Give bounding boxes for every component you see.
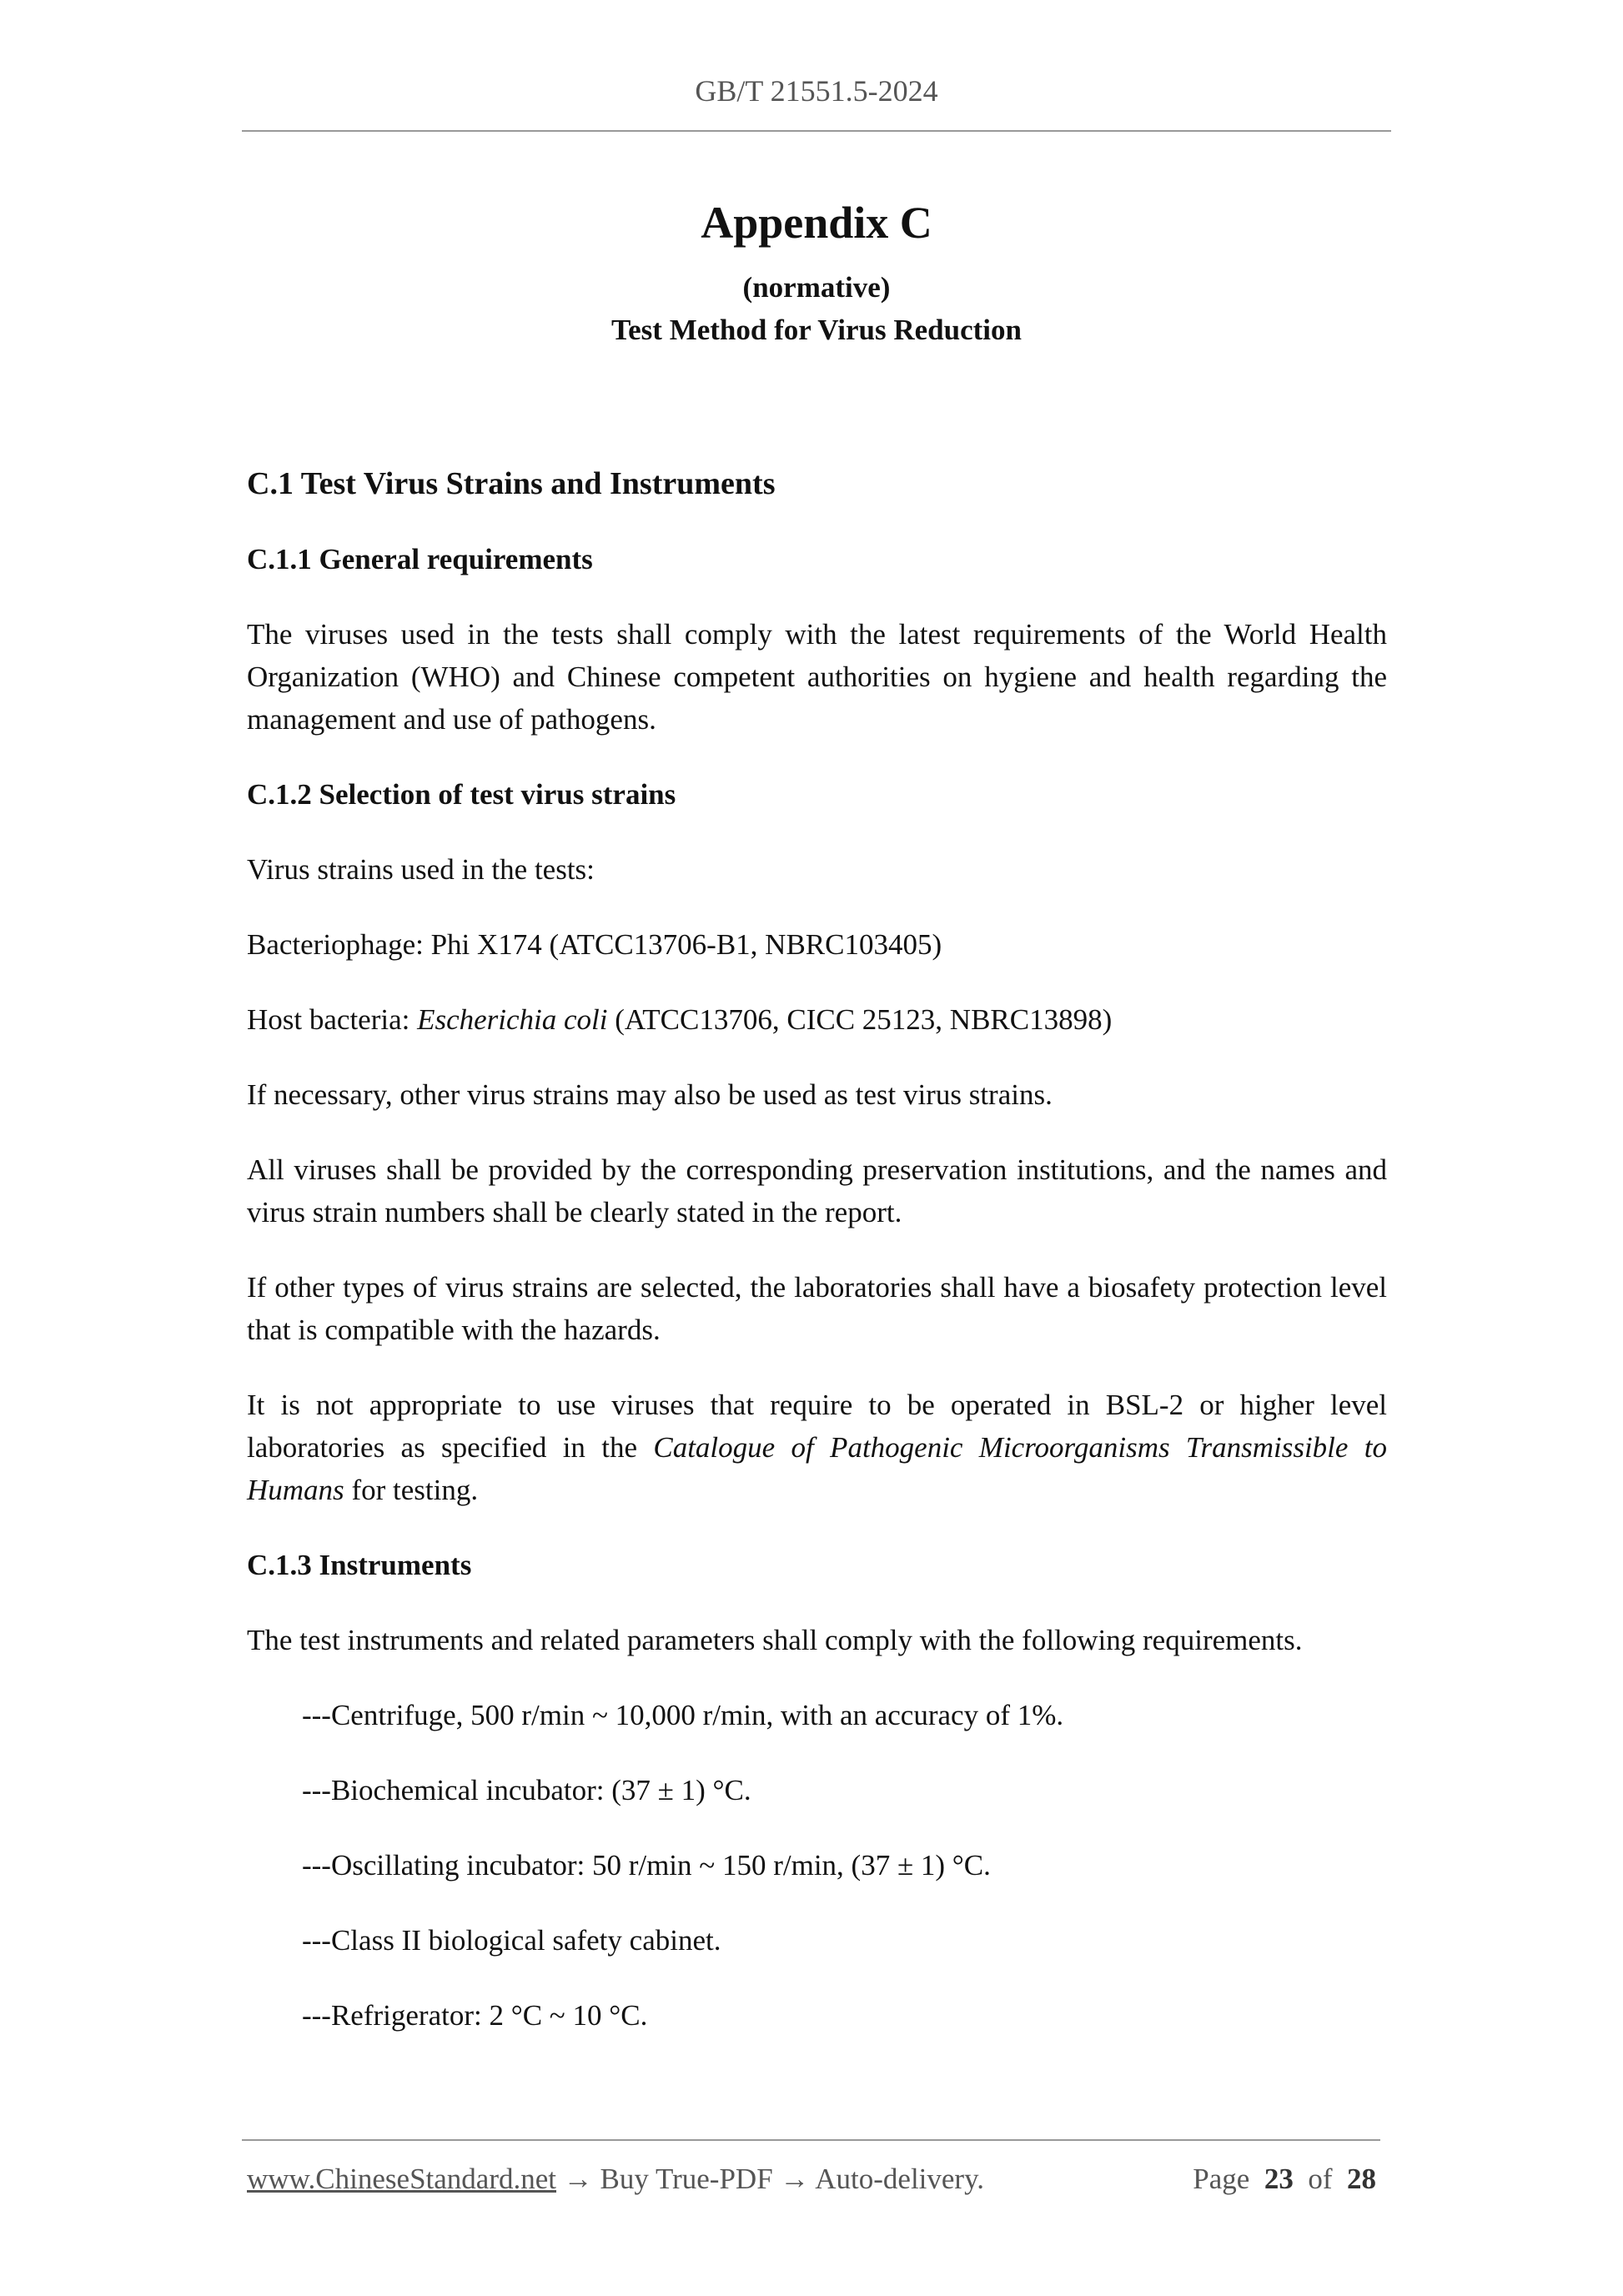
footer-delivery-text: Auto-delivery.	[815, 2163, 985, 2195]
bsl2-text: It is not appropriate to use viruses that require to be operated in BSL-2 or higher level laboratories as specified in the	[247, 1389, 1387, 1464]
bsl2-text-end: for testing.	[344, 1474, 479, 1506]
footer-buy-text: Buy True-PDF	[600, 2163, 773, 2195]
paragraph-general-requirements: The viruses used in the tests shall comply with the latest requirements of the World Health Organization (WHO) and Chinese competent authorities on hygiene and health regarding the management and use of pathogens.	[247, 618, 1387, 736]
paragraph-bacteriophage: Bacteriophage: Phi X174 (ATCC13706-B1, NBRC103405)	[247, 928, 942, 961]
section-heading-c11: C.1.1 General requirements	[247, 543, 593, 575]
arrow-right-icon: →	[563, 2163, 593, 2195]
instrument-item-centrifuge: ---Centrifuge, 500 r/min ~ 10,000 r/min, with an accuracy of 1%.	[302, 1699, 1064, 1731]
catalogue-title: Catalogue of Pathogenic Microorganisms Transmissible to Humans	[247, 1431, 1387, 1506]
page-of: of	[1308, 2163, 1333, 2195]
instrument-item-biochemical-incubator: ---Biochemical incubator: (37 ± 1) °C.	[302, 1774, 751, 1806]
instrument-item-safety-cabinet: ---Class II biological safety cabinet.	[302, 1924, 721, 1957]
section-heading-c1: C.1 Test Virus Strains and Instruments	[247, 466, 776, 501]
paragraph-other-strains: If necessary, other virus strains may also be used as test virus strains.	[247, 1078, 1053, 1111]
page-total: 28	[1347, 2163, 1376, 2195]
paragraph-instruments-intro: The test instruments and related parameters shall comply with the following requirements.	[247, 1624, 1303, 1656]
paragraph-host-bacteria	[247, 998, 1387, 1041]
instrument-item-oscillating-incubator: ---Oscillating incubator: 50 r/min ~ 150 r/min, (37 ± 1) °C.	[302, 1849, 991, 1882]
host-bacteria-species: Escherichia coli	[417, 1003, 608, 1036]
appendix-kind: (normative)	[742, 271, 891, 304]
appendix-subtitle: Test Method for Virus Reduction	[611, 314, 1022, 346]
instrument-item-refrigerator: ---Refrigerator: 2 °C ~ 10 °C.	[302, 1999, 648, 2032]
section-heading-c13: C.1.3 Instruments	[247, 1549, 472, 1581]
page-current: 23	[1264, 2163, 1294, 2195]
footer-divider	[242, 2139, 1380, 2141]
page-number	[1193, 2163, 1376, 2196]
header-doc-id: GB/T 21551.5-2024	[695, 74, 938, 108]
host-bacteria-codes: (ATCC13706, CICC 25123, NBRC13898)	[607, 1003, 1113, 1036]
header-divider	[242, 130, 1391, 132]
appendix-title: Appendix C	[701, 198, 932, 248]
footer-website-link[interactable]: www.ChineseStandard.net	[247, 2163, 556, 2195]
document-body	[247, 463, 1387, 2069]
host-bacteria-label: Host bacteria:	[247, 1003, 418, 1036]
arrow-right-icon: →	[780, 2163, 810, 2195]
paragraph-bsl2	[247, 1384, 1387, 1511]
paragraph-preservation: All viruses shall be provided by the corresponding preservation institutions, and the names and virus strain numbers shall be clearly stated in the report.	[247, 1153, 1387, 1228]
page-label: Page	[1193, 2163, 1250, 2195]
paragraph-biosafety: If other types of virus strains are selected, the laboratories shall have a biosafety protection level that is compatible with the hazards.	[247, 1271, 1387, 1346]
footer-promo	[247, 2163, 984, 2196]
section-heading-c12: C.1.2 Selection of test virus strains	[247, 778, 676, 811]
paragraph-strains-intro: Virus strains used in the tests:	[247, 853, 595, 886]
